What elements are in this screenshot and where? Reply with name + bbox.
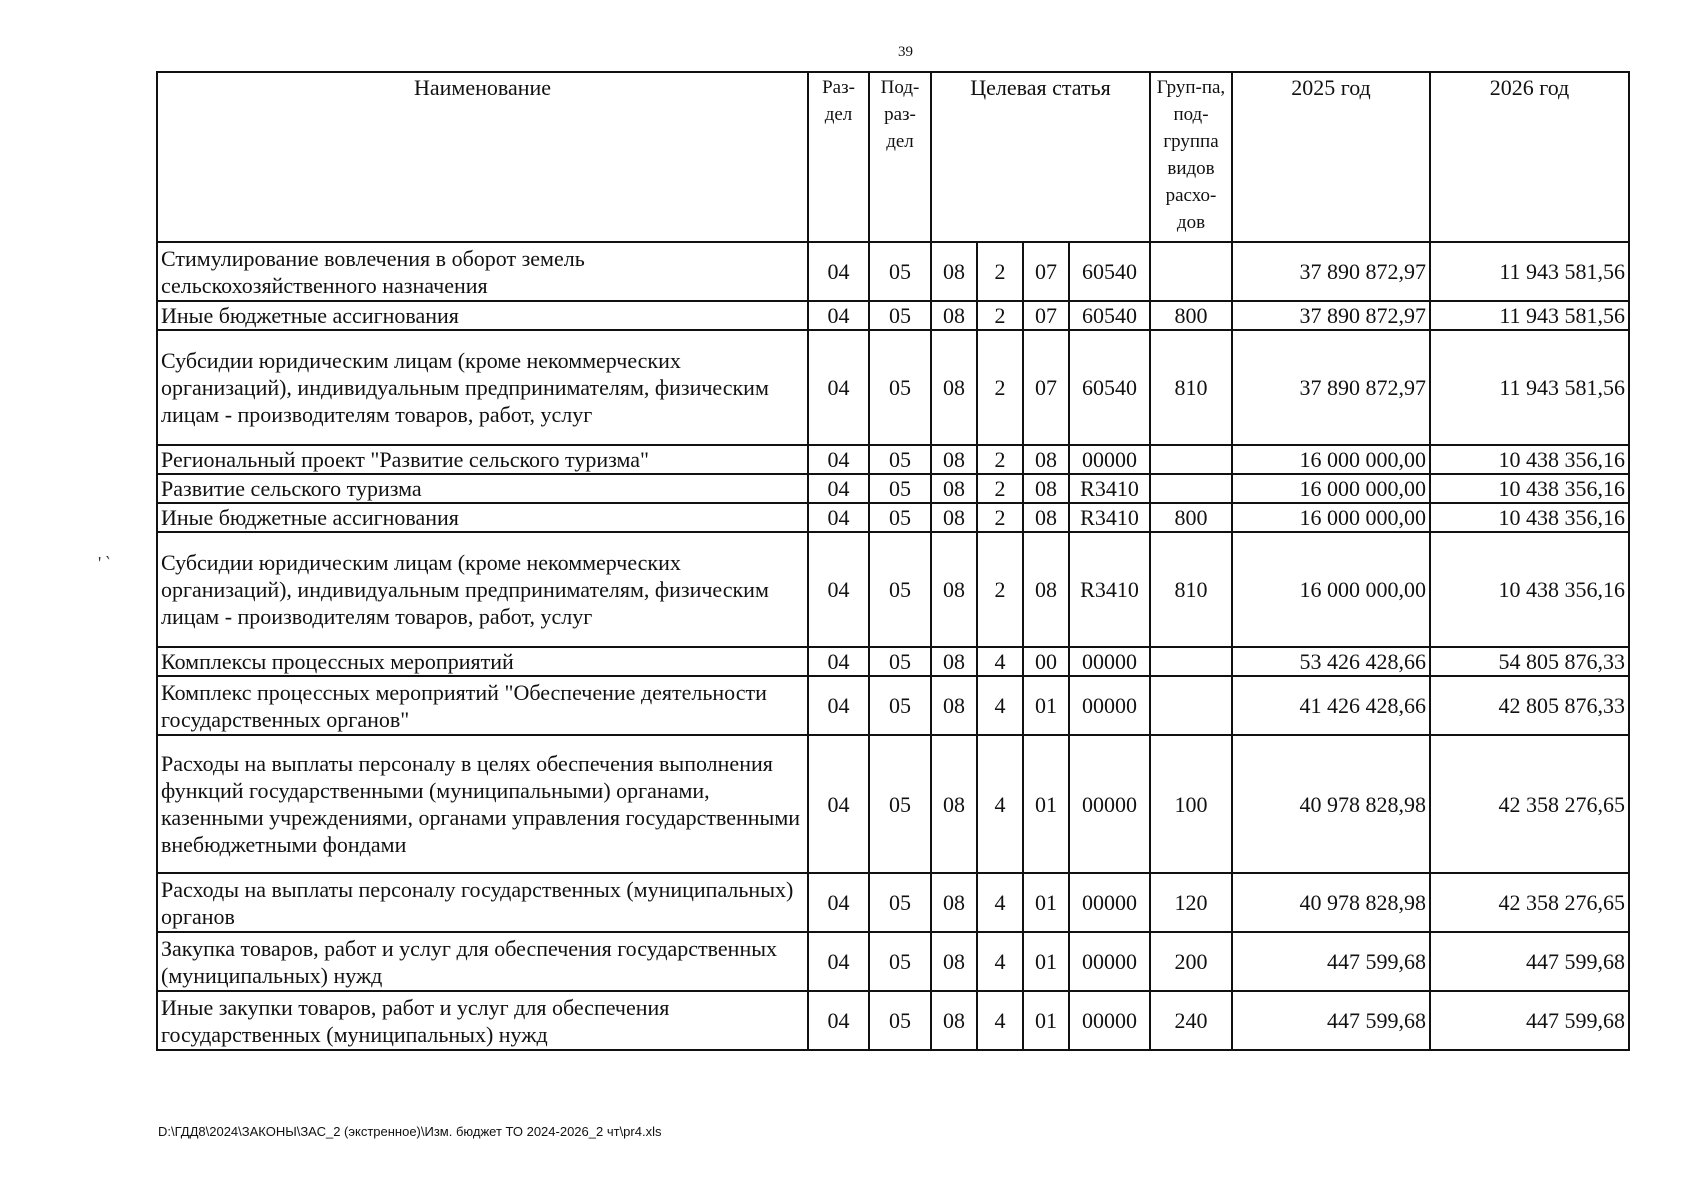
row-target-part-2: 2 — [977, 532, 1023, 647]
row-target-part-2: 2 — [977, 445, 1023, 474]
row-amount-2026: 42 805 876,33 — [1430, 676, 1629, 735]
header-year-2025: 2025 год — [1232, 72, 1430, 242]
row-target-part-2: 4 — [977, 932, 1023, 991]
row-razdel: 04 — [808, 735, 869, 873]
row-name: Субсидии юридическим лицам (кроме некоммерческих организаций), индивидуальным предпринимателям, физическим лицам - производителям товаров, работ, услуг — [157, 330, 808, 445]
row-razdel: 04 — [808, 873, 869, 932]
row-amount-2025: 37 890 872,97 — [1232, 301, 1430, 330]
row-name: Региональный проект "Развитие сельского туризма" — [157, 445, 808, 474]
row-target-part-3: 08 — [1023, 474, 1069, 503]
row-name: Расходы на выплаты персоналу государственных (муниципальных) органов — [157, 873, 808, 932]
row-expense-group — [1150, 647, 1232, 676]
row-razdel: 04 — [808, 242, 869, 301]
row-target-code: 00000 — [1069, 735, 1150, 873]
row-target-part-3: 01 — [1023, 991, 1069, 1050]
row-target-part-3: 07 — [1023, 301, 1069, 330]
row-amount-2025: 40 978 828,98 — [1232, 735, 1430, 873]
row-amount-2026: 10 438 356,16 — [1430, 503, 1629, 532]
row-target-part-2: 4 — [977, 991, 1023, 1050]
row-target-part-1: 08 — [931, 932, 977, 991]
row-amount-2026: 10 438 356,16 — [1430, 474, 1629, 503]
header-year-2026: 2026 год — [1430, 72, 1629, 242]
row-podrazdel: 05 — [869, 503, 931, 532]
row-target-part-2: 4 — [977, 647, 1023, 676]
row-expense-group — [1150, 242, 1232, 301]
row-target-code: 60540 — [1069, 301, 1150, 330]
row-target-code: 00000 — [1069, 932, 1150, 991]
row-podrazdel: 05 — [869, 676, 931, 735]
row-target-part-1: 08 — [931, 735, 977, 873]
row-amount-2026: 11 943 581,56 — [1430, 301, 1629, 330]
row-amount-2025: 41 426 428,66 — [1232, 676, 1430, 735]
row-amount-2025: 37 890 872,97 — [1232, 242, 1430, 301]
row-expense-group: 240 — [1150, 991, 1232, 1050]
row-podrazdel: 05 — [869, 932, 931, 991]
row-razdel: 04 — [808, 445, 869, 474]
row-name: Закупка товаров, работ и услуг для обеспечения государственных (муниципальных) нужд — [157, 932, 808, 991]
row-target-part-1: 08 — [931, 532, 977, 647]
margin-mark: ' ‵ — [98, 553, 110, 573]
table-row — [157, 991, 1629, 1050]
row-razdel: 04 — [808, 676, 869, 735]
row-podrazdel: 05 — [869, 330, 931, 445]
row-target-part-1: 08 — [931, 873, 977, 932]
row-amount-2025: 53 426 428,66 — [1232, 647, 1430, 676]
row-target-part-2: 2 — [977, 301, 1023, 330]
row-razdel: 04 — [808, 474, 869, 503]
row-target-part-1: 08 — [931, 647, 977, 676]
row-target-code: R3410 — [1069, 474, 1150, 503]
row-podrazdel: 05 — [869, 873, 931, 932]
row-podrazdel: 05 — [869, 735, 931, 873]
row-target-code: 00000 — [1069, 647, 1150, 676]
row-target-code: 00000 — [1069, 873, 1150, 932]
row-target-part-2: 2 — [977, 474, 1023, 503]
header-razdel: Раз-дел — [808, 72, 869, 242]
header-group: Груп-па, под-группа видов расхо-дов — [1150, 72, 1232, 242]
row-amount-2026: 42 358 276,65 — [1430, 873, 1629, 932]
table-row — [157, 474, 1629, 503]
row-amount-2026: 10 438 356,16 — [1430, 532, 1629, 647]
row-target-part-1: 08 — [931, 991, 977, 1050]
row-name: Комплексы процессных мероприятий — [157, 647, 808, 676]
row-expense-group: 200 — [1150, 932, 1232, 991]
row-amount-2026: 11 943 581,56 — [1430, 330, 1629, 445]
row-target-code: R3410 — [1069, 532, 1150, 647]
row-target-code: 00000 — [1069, 676, 1150, 735]
row-expense-group — [1150, 445, 1232, 474]
row-target-part-1: 08 — [931, 301, 977, 330]
row-target-part-3: 07 — [1023, 330, 1069, 445]
row-razdel: 04 — [808, 503, 869, 532]
row-target-part-2: 2 — [977, 503, 1023, 532]
table-row — [157, 676, 1629, 735]
row-expense-group — [1150, 474, 1232, 503]
row-target-part-1: 08 — [931, 503, 977, 532]
row-amount-2025: 40 978 828,98 — [1232, 873, 1430, 932]
row-target-part-2: 4 — [977, 676, 1023, 735]
row-amount-2026: 10 438 356,16 — [1430, 445, 1629, 474]
row-target-part-1: 08 — [931, 676, 977, 735]
row-target-part-3: 08 — [1023, 445, 1069, 474]
table-row — [157, 735, 1629, 873]
row-amount-2025: 447 599,68 — [1232, 991, 1430, 1050]
row-expense-group: 800 — [1150, 301, 1232, 330]
row-target-part-2: 2 — [977, 330, 1023, 445]
row-razdel: 04 — [808, 532, 869, 647]
row-name: Расходы на выплаты персоналу в целях обеспечения выполнения функций государственными (муниципальными) органами, казенными учреждениями, органами управления государственными внебюджетными фондами — [157, 735, 808, 873]
row-amount-2025: 447 599,68 — [1232, 932, 1430, 991]
row-amount-2025: 16 000 000,00 — [1232, 445, 1430, 474]
row-expense-group: 800 — [1150, 503, 1232, 532]
header-podrazdel: Под-раз-дел — [869, 72, 931, 242]
row-target-part-2: 2 — [977, 242, 1023, 301]
table-row — [157, 301, 1629, 330]
row-amount-2025: 16 000 000,00 — [1232, 532, 1430, 647]
row-name: Иные бюджетные ассигнования — [157, 301, 808, 330]
row-podrazdel: 05 — [869, 532, 931, 647]
row-podrazdel: 05 — [869, 242, 931, 301]
row-target-part-3: 01 — [1023, 932, 1069, 991]
table-row — [157, 932, 1629, 991]
file-path-footer: D:\ГДД8\2024\ЗАКОНЫ\ЗАС_2 (экстренное)\Изм. бюджет ТО 2024-2026_2 чт\pr4.xls — [158, 1124, 662, 1139]
table-row — [157, 503, 1629, 532]
row-expense-group: 810 — [1150, 330, 1232, 445]
row-target-code: 00000 — [1069, 991, 1150, 1050]
row-target-part-1: 08 — [931, 445, 977, 474]
row-amount-2026: 54 805 876,33 — [1430, 647, 1629, 676]
row-target-part-3: 08 — [1023, 503, 1069, 532]
row-razdel: 04 — [808, 647, 869, 676]
row-podrazdel: 05 — [869, 445, 931, 474]
table-row — [157, 532, 1629, 647]
row-amount-2025: 37 890 872,97 — [1232, 330, 1430, 445]
row-expense-group: 100 — [1150, 735, 1232, 873]
row-amount-2026: 447 599,68 — [1430, 991, 1629, 1050]
row-amount-2026: 42 358 276,65 — [1430, 735, 1629, 873]
row-target-part-3: 01 — [1023, 676, 1069, 735]
row-target-part-2: 4 — [977, 873, 1023, 932]
row-target-part-1: 08 — [931, 242, 977, 301]
row-razdel: 04 — [808, 301, 869, 330]
row-target-part-2: 4 — [977, 735, 1023, 873]
table-row — [157, 445, 1629, 474]
row-name: Развитие сельского туризма — [157, 474, 808, 503]
header-name: Наименование — [157, 72, 808, 242]
budget-table — [156, 71, 1630, 1051]
row-target-code: R3410 — [1069, 503, 1150, 532]
row-target-part-1: 08 — [931, 474, 977, 503]
row-razdel: 04 — [808, 932, 869, 991]
row-podrazdel: 05 — [869, 647, 931, 676]
row-amount-2026: 11 943 581,56 — [1430, 242, 1629, 301]
row-razdel: 04 — [808, 330, 869, 445]
row-target-part-3: 07 — [1023, 242, 1069, 301]
row-target-code: 60540 — [1069, 242, 1150, 301]
row-amount-2025: 16 000 000,00 — [1232, 474, 1430, 503]
table-row — [157, 330, 1629, 445]
page-number: 39 — [898, 44, 913, 60]
row-name: Стимулирование вовлечения в оборот земель сельскохозяйственного назначения — [157, 242, 808, 301]
row-podrazdel: 05 — [869, 474, 931, 503]
row-target-code: 00000 — [1069, 445, 1150, 474]
row-target-code: 60540 — [1069, 330, 1150, 445]
row-name: Иные бюджетные ассигнования — [157, 503, 808, 532]
header-target-article: Целевая статья — [931, 72, 1150, 242]
table-body — [157, 242, 1629, 1050]
row-expense-group: 810 — [1150, 532, 1232, 647]
row-name: Иные закупки товаров, работ и услуг для обеспечения государственных (муниципальных) нужд — [157, 991, 808, 1050]
table-row — [157, 873, 1629, 932]
row-expense-group — [1150, 676, 1232, 735]
row-podrazdel: 05 — [869, 301, 931, 330]
table-row — [157, 242, 1629, 301]
table-row — [157, 647, 1629, 676]
row-name: Субсидии юридическим лицам (кроме некоммерческих организаций), индивидуальным предпринимателям, физическим лицам - производителям товаров, работ, услуг — [157, 532, 808, 647]
row-podrazdel: 05 — [869, 991, 931, 1050]
row-amount-2026: 447 599,68 — [1430, 932, 1629, 991]
row-name: Комплекс процессных мероприятий "Обеспечение деятельности государственных органов" — [157, 676, 808, 735]
row-expense-group: 120 — [1150, 873, 1232, 932]
row-target-part-3: 00 — [1023, 647, 1069, 676]
row-target-part-3: 01 — [1023, 735, 1069, 873]
row-target-part-3: 01 — [1023, 873, 1069, 932]
row-amount-2025: 16 000 000,00 — [1232, 503, 1430, 532]
row-target-part-3: 08 — [1023, 532, 1069, 647]
table-header-row — [157, 72, 1629, 242]
row-target-part-1: 08 — [931, 330, 977, 445]
row-razdel: 04 — [808, 991, 869, 1050]
